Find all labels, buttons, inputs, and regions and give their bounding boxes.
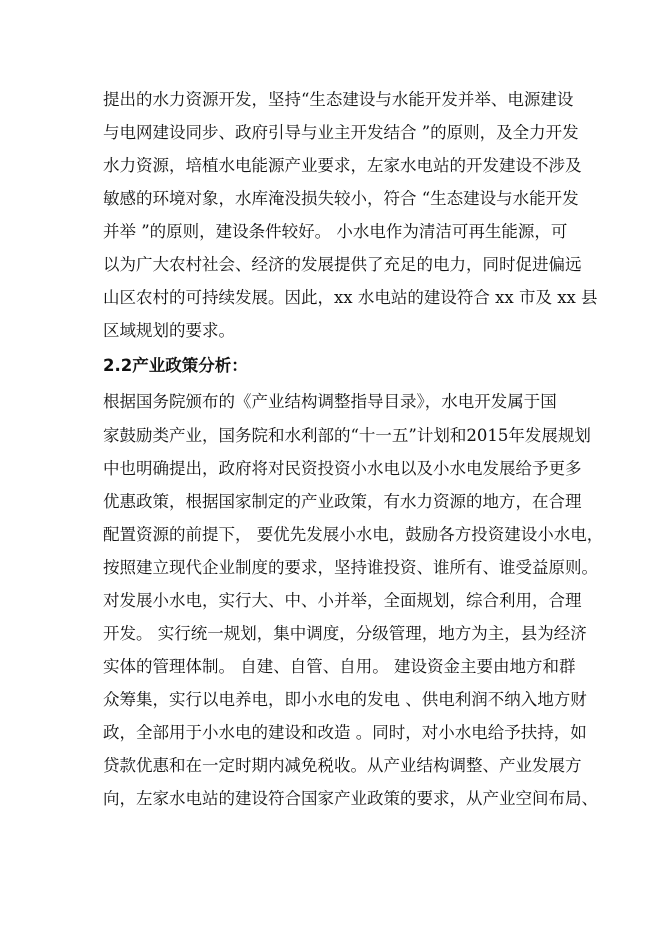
paragraph-2-line-2: 家鼓励类产业，国务院和水利部的“十一五”计划和2015年发展规划 bbox=[103, 426, 591, 445]
paragraph-1-line-8: 区域规划的要求。 bbox=[103, 321, 235, 340]
paragraph-2-line-5: 配置资源的前提下， 要优先发展小水电，鼓励各方投资建设小水电， bbox=[103, 525, 604, 544]
paragraph-2-line-10: 众筹集，实行以电养电，即小水电的发电 、供电利润不纳入地方财 bbox=[103, 690, 587, 709]
paragraph-1-line-2: 与电网建设同步、政府引导与业主开发结合 ”的原则，及全力开发 bbox=[103, 123, 579, 142]
paragraph-2-line-1: 根据国务院颁布的《产业结构调整指导目录》，水电开发属于国 bbox=[103, 392, 557, 411]
paragraph-2-line-6: 按照建立现代企业制度的要求，坚持谁投资、谁所有、谁受益原则。 bbox=[103, 558, 598, 577]
paragraph-2-line-8: 开发。 实行统一规划，集中调度，分级管理，地方为主，县为经济 bbox=[103, 624, 587, 643]
paragraph-1-line-4: 敏感的环境对象，水库淹没损失较小，符合 “生态建设与水能开发 bbox=[103, 189, 579, 208]
paragraph-1-line-7: 山区农村的可持续发展。因此，xx 水电站的建设符合 xx 市及 xx 县 bbox=[103, 288, 598, 307]
paragraph-2-line-4: 优惠政策，根据国家制定的产业政策，有水力资源的地方，在合理 bbox=[103, 492, 582, 511]
paragraph-2-line-7: 对发展小水电，实行大、中、小并举，全面规划，综合利用，合理 bbox=[103, 591, 582, 610]
paragraph-1-line-1: 提出的水力资源开发，坚持“生态建设与水能开发并举、电源建设 bbox=[103, 90, 574, 109]
paragraph-2-line-11: 政，全部用于小水电的建设和改造 。同时，对小水电给予扶持，如 bbox=[103, 723, 587, 742]
paragraph-2-line-12: 贷款优惠和在一定时期内减免税收。从产业结构调整、产业发展方 bbox=[103, 756, 582, 775]
paragraph-1-line-5: 并举 ”的原则，建设条件较好。 小水电作为清洁可再生能源，可 bbox=[103, 222, 568, 241]
paragraph-2-line-9: 实体的管理体制。 自建、自管、自用。 建设资金主要由地方和群 bbox=[103, 657, 576, 676]
section-heading: 2.2产业政策分析： bbox=[103, 356, 248, 375]
paragraph-2-line-3: 中也明确提出，政府将对民资投资小水电以及小水电发展给予更多 bbox=[103, 459, 582, 478]
paragraph-1-line-6: 以为广大农村社会、经济的发展提供了充足的电力，同时促进偏远 bbox=[103, 255, 582, 274]
paragraph-2-line-13: 向，左家水电站的建设符合国家产业政策的要求，从产业空间布局、 bbox=[103, 789, 598, 808]
paragraph-1-line-3: 水力资源，培植水电能源产业要求，左家水电站的开发建设不涉及 bbox=[103, 156, 582, 175]
